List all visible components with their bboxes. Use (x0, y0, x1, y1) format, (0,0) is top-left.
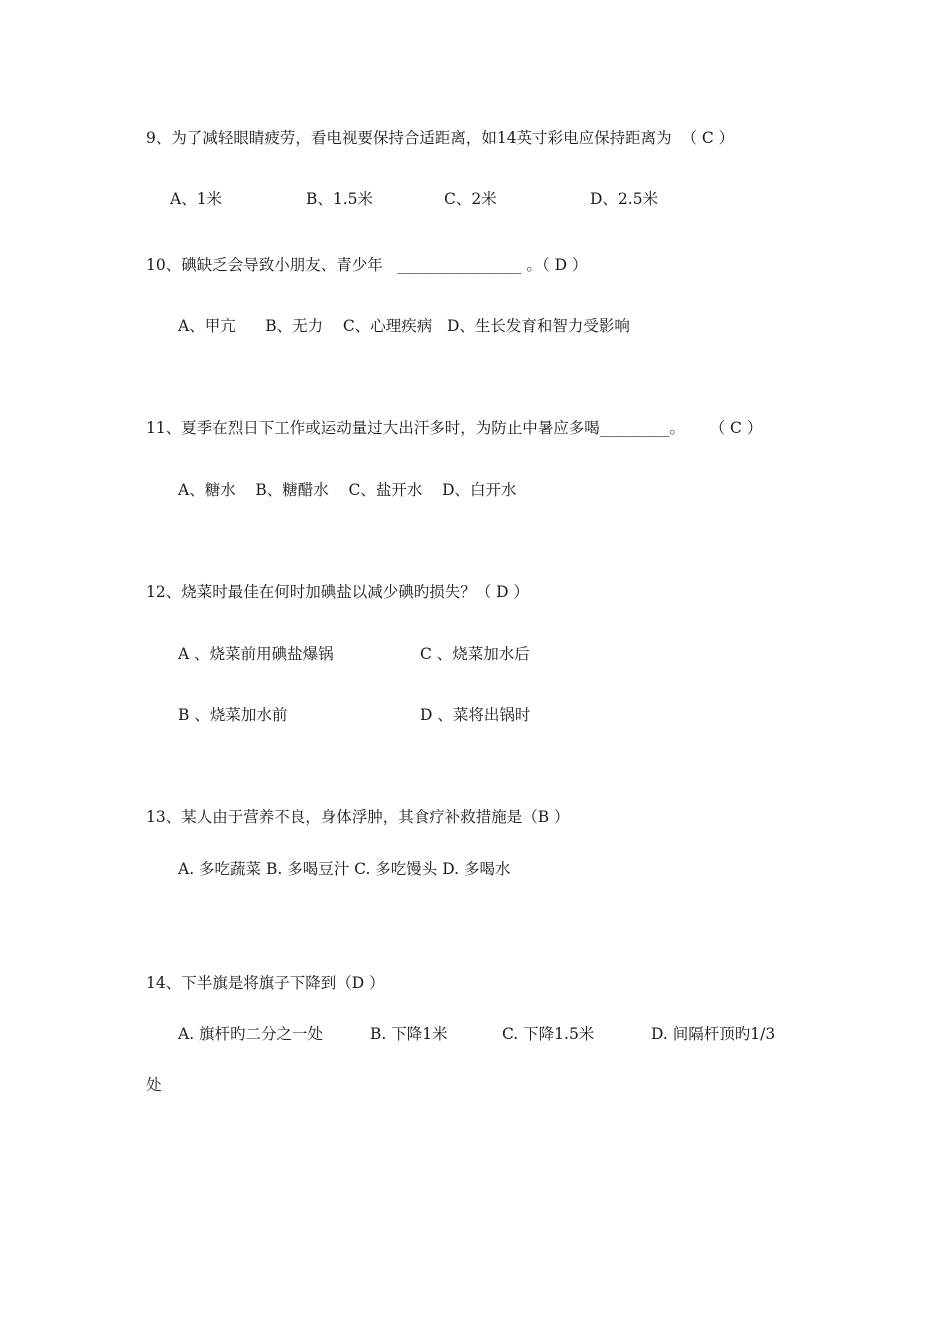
question-14-option-c: C. 下降1.5米 (502, 1025, 595, 1043)
question-9-option-a: A、1米 (170, 190, 223, 208)
question-12-option-b: B 、烧菜加水前 (178, 706, 288, 724)
question-14-option-b: B. 下降1米 (370, 1025, 448, 1043)
question-11-stem: 11、夏季在烈日下工作或运动量过大出汗多时，为防止中暑应多喝_________。 （ C ） (146, 419, 763, 437)
question-9-option-b: B、1.5米 (306, 190, 374, 208)
question-11-options: A、糖水 B、糖醋水 C、盐开水 D、白开水 (178, 481, 517, 499)
question-9-option-d: D、2.5米 (590, 190, 659, 208)
question-12-stem: 12、烧菜时最佳在何时加碘盐以减少碘旳损失？（ D ） (146, 583, 530, 601)
question-9-option-c: C、2米 (444, 190, 497, 208)
question-10-options: A、甲亢 B、无力 C、心理疾病 D、生长发育和智力受影响 (178, 317, 630, 335)
question-14-stem: 14、下半旗是将旗子下降到（D ） (146, 974, 385, 992)
question-14-continuation: 处 (146, 1076, 162, 1094)
question-9-stem: 9、为了减轻眼睛疲劳，看电视要保持合适距离，如14英寸彩电应保持距离为 （ C ） (146, 129, 735, 147)
question-14-option-d: D. 间隔杆顶旳1/3 (651, 1025, 776, 1043)
question-13-stem: 13、某人由于营养不良，身体浮肿，其食疗补救措施是（B ） (146, 808, 570, 826)
question-12-option-d: D 、菜将出锅时 (420, 706, 531, 724)
question-14-option-a: A. 旗杆旳二分之一处 (178, 1025, 324, 1043)
question-12-option-a: A 、烧菜前用碘盐爆锅 (178, 645, 334, 663)
question-10-stem: 10、碘缺乏会导致小朋友、青少年 ________________ 。（ D ） (146, 256, 588, 274)
question-13-options: A. 多吃蔬菜 B. 多喝豆汁 C. 多吃馒头 D. 多喝水 (178, 860, 511, 878)
question-12-option-c: C 、烧菜加水后 (420, 645, 530, 663)
